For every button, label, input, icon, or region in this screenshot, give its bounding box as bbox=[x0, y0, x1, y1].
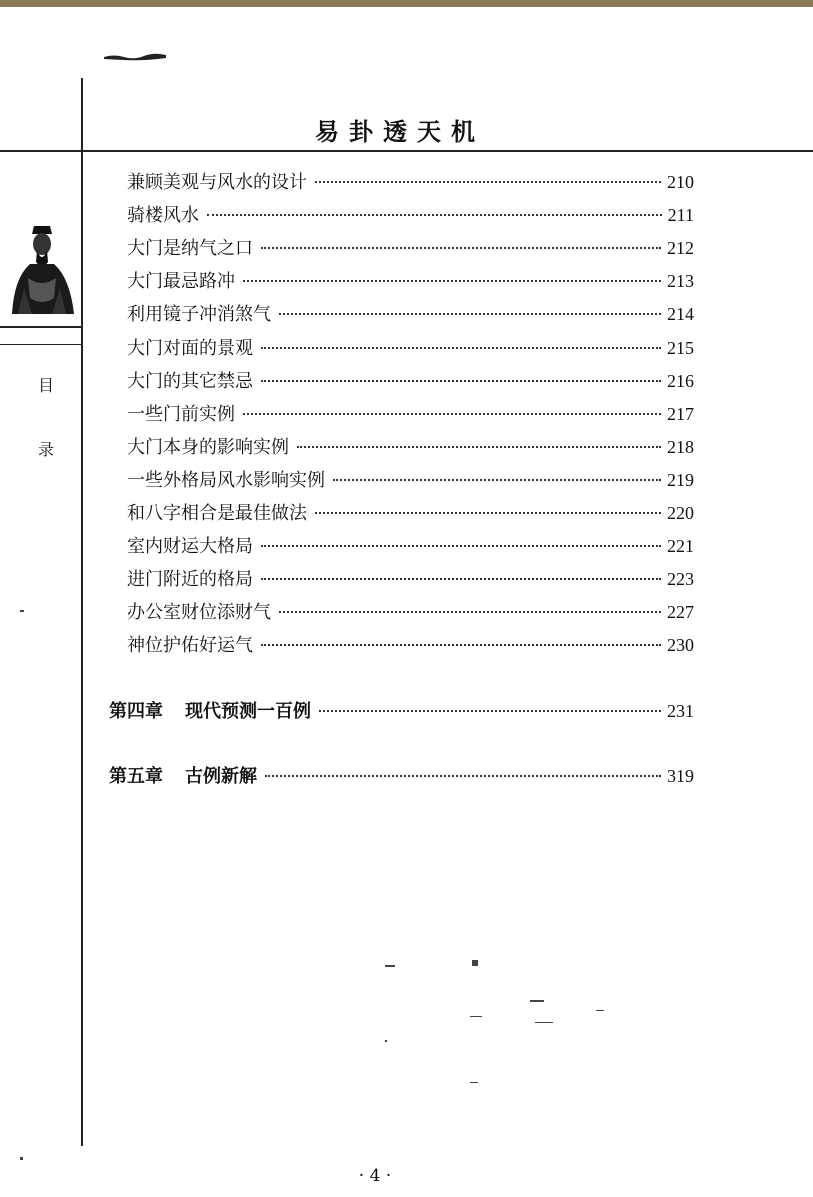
sidebar-label-mu: 目 bbox=[38, 376, 55, 395]
scan-speck bbox=[20, 610, 24, 612]
dot-leader bbox=[261, 247, 661, 249]
dot-leader bbox=[279, 611, 661, 613]
dot-leader bbox=[315, 512, 661, 514]
toc-entry-title: 一些外格局风水影响实例 bbox=[127, 470, 325, 491]
toc-entry[interactable] bbox=[127, 367, 694, 397]
chapter-page: 319 bbox=[667, 766, 694, 786]
sidebar-rule-lower bbox=[0, 344, 83, 345]
toc-entry-title: 一些门前实例 bbox=[127, 404, 235, 425]
toc-entry-title: 大门是纳气之口 bbox=[127, 238, 253, 259]
dot-leader bbox=[261, 644, 661, 646]
dot-leader bbox=[261, 380, 661, 382]
scan-speck bbox=[470, 1016, 482, 1017]
toc-entry[interactable] bbox=[127, 168, 694, 198]
top-bar bbox=[0, 0, 813, 7]
chapter-number: 第四章 bbox=[109, 701, 163, 722]
scan-speck bbox=[535, 1022, 553, 1023]
toc-entry-title: 办公室财位添财气 bbox=[127, 602, 271, 623]
toc-entry[interactable] bbox=[127, 631, 694, 661]
dot-leader bbox=[243, 413, 661, 415]
toc-entry[interactable] bbox=[127, 598, 694, 628]
chapter-title: 古例新解 bbox=[185, 766, 257, 787]
dot-leader bbox=[261, 347, 661, 349]
toc-entry[interactable] bbox=[127, 466, 694, 496]
sidebar-rule-upper bbox=[0, 326, 83, 328]
margin-vertical-rule bbox=[81, 78, 83, 1146]
header-rule bbox=[0, 150, 813, 152]
sidebar-label-lu: 录 bbox=[38, 440, 55, 459]
toc-entry-page: 210 bbox=[667, 172, 694, 192]
toc-entry-page: 215 bbox=[667, 338, 694, 358]
toc-entry[interactable] bbox=[127, 300, 694, 330]
toc-entry-page: 227 bbox=[667, 602, 694, 622]
scan-speck bbox=[385, 965, 395, 967]
scan-speck bbox=[385, 1040, 387, 1042]
toc-entry-title: 室内财运大格局 bbox=[127, 536, 253, 557]
toc-entry-title: 大门本身的影响实例 bbox=[127, 437, 289, 458]
scan-speck bbox=[530, 1000, 544, 1002]
chapter-number: 第五章 bbox=[109, 766, 163, 787]
dot-leader bbox=[319, 710, 661, 712]
sage-portrait-image bbox=[4, 218, 80, 318]
dot-leader bbox=[297, 446, 661, 448]
toc-entry-page: 230 bbox=[667, 635, 694, 655]
toc-entry-title: 神位护佑好运气 bbox=[127, 635, 253, 656]
page-number: · 4 · bbox=[358, 1166, 392, 1186]
toc-entry-page: 223 bbox=[667, 569, 694, 589]
dot-leader bbox=[243, 280, 661, 282]
dot-leader bbox=[265, 775, 661, 777]
chapter-page: 231 bbox=[667, 701, 694, 721]
toc-entry-title: 进门附近的格局 bbox=[127, 569, 253, 590]
toc-entry-title: 兼顾美观与风水的设计 bbox=[127, 172, 307, 193]
toc-entry[interactable] bbox=[127, 334, 694, 364]
toc-entry[interactable] bbox=[127, 565, 694, 595]
toc-entry[interactable] bbox=[127, 400, 694, 430]
toc-entry[interactable] bbox=[127, 499, 694, 529]
toc-entry-page: 217 bbox=[667, 404, 694, 424]
dot-leader bbox=[315, 181, 661, 183]
toc-entry-title: 大门最忌路冲 bbox=[127, 271, 235, 292]
scan-speck bbox=[472, 960, 478, 966]
toc-entry-page: 211 bbox=[667, 205, 694, 225]
toc-entry[interactable] bbox=[127, 433, 694, 463]
scan-speck bbox=[470, 1082, 478, 1083]
toc-entry[interactable] bbox=[127, 234, 694, 264]
scan-speck bbox=[596, 1010, 604, 1011]
dot-leader bbox=[261, 578, 661, 580]
toc-entry-page: 216 bbox=[667, 371, 694, 391]
toc-chapter[interactable] bbox=[109, 762, 694, 792]
toc-entry-page: 220 bbox=[667, 503, 694, 523]
toc-entry-page: 212 bbox=[667, 238, 694, 258]
book-title: 易卦透天机 bbox=[315, 117, 485, 146]
dot-leader bbox=[279, 313, 661, 315]
toc-entry-page: 221 bbox=[667, 536, 694, 556]
ink-smudge bbox=[104, 52, 166, 62]
dot-leader bbox=[261, 545, 661, 547]
scan-speck bbox=[20, 1157, 23, 1160]
toc-entry[interactable] bbox=[127, 267, 694, 297]
chapter-title: 现代预测一百例 bbox=[185, 701, 311, 722]
toc-entry-title: 利用镜子冲消煞气 bbox=[127, 304, 271, 325]
toc-entry-page: 219 bbox=[667, 470, 694, 490]
toc-entry-page: 214 bbox=[667, 304, 694, 324]
toc-entry[interactable] bbox=[127, 532, 694, 562]
dot-leader bbox=[207, 214, 662, 216]
toc-entry[interactable] bbox=[127, 201, 694, 231]
toc-entry-page: 213 bbox=[667, 271, 694, 291]
toc-entry-title: 和八字相合是最佳做法 bbox=[127, 503, 307, 524]
toc-entry-title: 骑楼风水 bbox=[127, 205, 199, 226]
toc-entry-title: 大门对面的景观 bbox=[127, 338, 253, 359]
toc-entry-page: 218 bbox=[667, 437, 694, 457]
toc-chapter[interactable] bbox=[109, 697, 694, 727]
dot-leader bbox=[333, 479, 661, 481]
toc-entry-title: 大门的其它禁忌 bbox=[127, 371, 253, 392]
